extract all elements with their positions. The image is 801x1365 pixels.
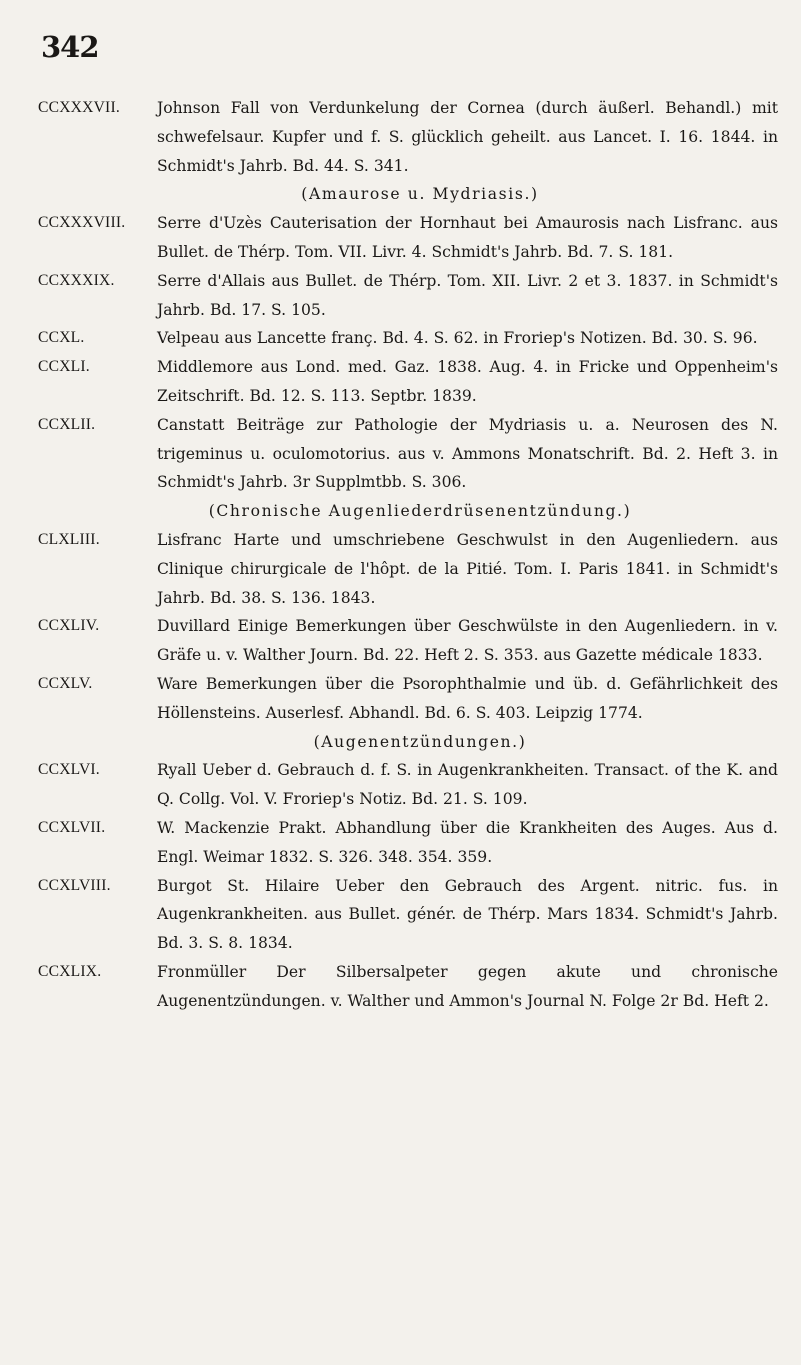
entry-ccxliv — [38, 612, 778, 670]
entry-text: Serre d'Allais aus Bullet. de Thérp. Tom. XII. Livr. 2 et 3. 1837. in Schmidt's Jahrb. Bd. 17. S. 105. — [157, 271, 778, 319]
entry-text: Velpeau aus Lancette franç. Bd. 4. S. 62. in Froriep's Notizen. Bd. 30. S. 96. — [157, 329, 758, 348]
entry-ccxlii — [38, 411, 778, 497]
entry-text: Fronmüller Der Silbersalpeter gegen akute und chronische Augenentzündungen. v. Walther und Ammon's Journal N. Folge 2r Bd. Heft 2. — [157, 962, 778, 1010]
entry-number: CCXXXIX. — [38, 271, 115, 289]
entry-ccxlvi — [38, 756, 778, 814]
entry-number: CCXLVIII. — [38, 876, 111, 894]
entry-text: Ware Bemerkungen über die Psorophthalmie und üb. d. Gefährlichkeit des Höllensteins. Auserlesf. Abhandl. Bd. 6. S. 403. Leipzig 1774. — [157, 674, 778, 722]
section-heading-augenentzuendungen: (Augenentzündungen.) — [313, 732, 527, 751]
entry-ccxlvii — [38, 814, 778, 872]
entry-ccxxxix — [38, 267, 778, 325]
entry-ccxlix — [38, 958, 778, 1016]
section-heading-augenliederdruesen: (Chronische Augenliederdrüsenentzündung.) — [208, 502, 632, 521]
entry-text: Johnson Fall von Verdunkelung der Cornea (durch äußerl. Behandl.) mit schwefelsaur. Kupfer und f. S. glücklich geheilt. aus Lancet. I. 16. 1844. in Schmidt's Jahrb. Bd. 44. S. 341. — [157, 99, 778, 175]
entry-text: Burgot St. Hilaire Ueber den Gebrauch des Argent. nitric. fus. in Augenkrankheiten. aus Bullet. génér. de Thérp. Mars 1834. Schmidt's Jahrb. Bd. 3. S. 8. 1834. — [157, 876, 778, 953]
entry-number: CCXLVI. — [38, 761, 100, 779]
entry-ccxlv — [38, 670, 778, 728]
entry-text: Canstatt Beiträge zur Pathologie der Mydriasis u. a. Neurosen des N. trigeminus u. oculomotorius. aus v. Ammons Monatschrift. Bd. 2. Heft 3. in Schmidt's Jahrb. 3r Supplmtbb. S. 306. — [157, 415, 778, 492]
entry-ccxli — [38, 353, 778, 411]
entry-ccxxxvii — [38, 94, 778, 180]
entry-text: Serre d'Uzès Cauterisation der Hornhaut bei Amaurosis nach Lisfranc. aus Bullet. de Thérp. Tom. VII. Livr. 4. Schmidt's Jahrb. Bd. 7. S. 181. — [157, 214, 778, 261]
entry-number: CCXLVII. — [38, 818, 106, 836]
entry-text: W. Mackenzie Prakt. Abhandlung über die Krankheiten des Auges. Aus d. Engl. Weimar 1832. S. 326. 348. 354. 359. — [157, 818, 778, 866]
entry-ccxlviii — [38, 872, 778, 958]
entry-text: Ryall Ueber d. Gebrauch d. f. S. in Augenkrankheiten. Transact. of the K. and Q. Collg. Vol. V. Froriep's Notiz. Bd. 21. S. 109. — [157, 761, 778, 809]
entry-number: CCXXXVII. — [38, 99, 120, 116]
entry-ccxl — [38, 324, 778, 353]
entry-number: CCXLIX. — [38, 962, 102, 980]
page-body — [38, 94, 778, 1016]
entry-number: CCXLI. — [38, 358, 90, 376]
section-heading-amaurose: (Amaurose u. Mydriasis.) — [301, 185, 539, 204]
entry-text: Lisfranc Harte und umschriebene Geschwulst in den Augenliedern. aus Clinique chirurgicale de l'hôpt. de la Pitié. Tom. I. Paris 1841. in Schmidt's Jahrb. Bd. 38. S. 136. 1843. — [157, 530, 778, 607]
entry-number: CCXL. — [38, 329, 85, 347]
entry-number: CCXLII. — [38, 415, 96, 433]
entry-text: Duvillard Einige Bemerkungen über Geschwülste in den Augenliedern. in v. Gräfe u. v. Walther Journ. Bd. 22. Heft 2. S. 353. aus Gazette médicale 1833. — [157, 617, 778, 665]
entry-number: CLXLIII. — [38, 530, 100, 548]
page-number: 342 — [41, 30, 99, 64]
entry-number: CCXLV. — [38, 674, 93, 692]
entry-clxliii — [38, 526, 778, 612]
entry-text: Middlemore aus Lond. med. Gaz. 1838. Aug. 4. in Fricke und Oppenheim's Zeitschrift. Bd. 12. S. 113. Septbr. 1839. — [157, 358, 778, 405]
entry-number: CCXLIV. — [38, 617, 100, 635]
entry-number: CCXXXVIII. — [38, 214, 126, 232]
entry-ccxxxviii — [38, 209, 778, 267]
